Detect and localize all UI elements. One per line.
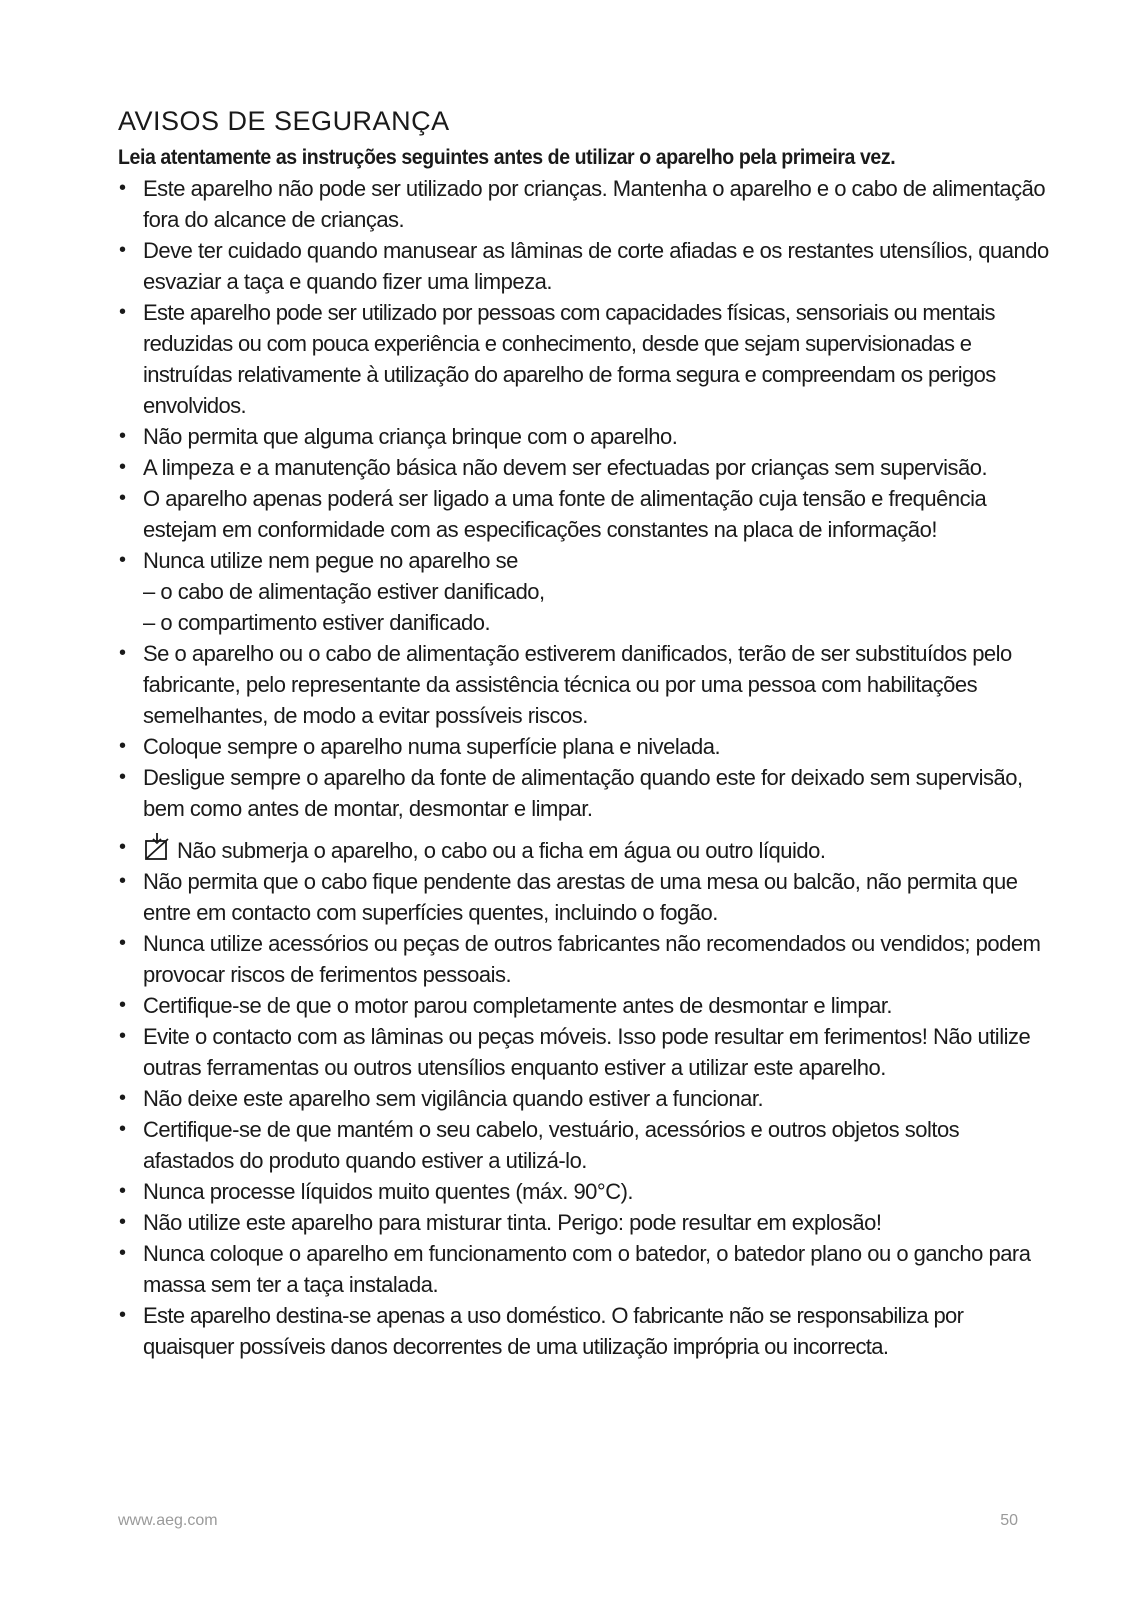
- bullet: •: [119, 1180, 126, 1202]
- do-not-immerse-icon: [143, 832, 173, 862]
- list-item: • Nunca utilize nem pegue no aparelho se – o cabo de alimentação estiver danificado, – o compartimento estiver danificado.: [118, 545, 1053, 638]
- list-item: • Não deixe este aparelho sem vigilância quando estiver a funcionar.: [118, 1083, 1053, 1114]
- list-item: • Se o aparelho ou o cabo de alimentação estiverem danificados, terão de ser substituídos pelo fabricante, pelo representante da assistência técnica ou por uma pessoa com habilitações semelhantes, de modo a evitar possíveis riscos.: [118, 638, 1053, 731]
- bullet: •: [119, 1025, 126, 1047]
- list-item: • Evite o contacto com as lâminas ou peças móveis. Isso pode resultar em ferimentos! Não utilize outras ferramentas ou outros utensílios enquanto estiver a utilizar este aparelho.: [118, 1021, 1053, 1083]
- bullet: •: [119, 994, 126, 1016]
- list-item: • Não utilize este aparelho para misturar tinta. Perigo: pode resultar em explosão!: [118, 1207, 1053, 1238]
- list-item: • Este aparelho pode ser utilizado por pessoas com capacidades físicas, sensoriais ou mentais reduzidas ou com pouca experiência e conhecimento, desde que sejam supervisionadas e instruídas relativamente à utilização do aparelho de forma segura e compreendam os perigos envolvidos.: [118, 297, 1053, 421]
- list-item: • Nunca coloque o aparelho em funcionamento com o batedor, o batedor plano ou o gancho para massa sem ter a taça instalada.: [118, 1238, 1053, 1300]
- bullet: •: [119, 932, 126, 954]
- list-item: • Certifique-se de que o motor parou completamente antes de desmontar e limpar.: [118, 990, 1053, 1021]
- list-item: • Não permita que alguma criança brinque com o aparelho.: [118, 421, 1053, 452]
- safety-list: [118, 173, 1053, 1362]
- footer-url: www.aeg.com: [118, 1512, 218, 1529]
- bullet: •: [119, 642, 126, 664]
- bullet: •: [119, 1087, 126, 1109]
- list-item: • Nunca processe líquidos muito quentes (máx. 90°C).: [118, 1176, 1053, 1207]
- bullet: •: [119, 1242, 126, 1264]
- bullet: •: [119, 1118, 126, 1140]
- page-number: 50: [1000, 1512, 1018, 1529]
- list-item: • Este aparelho destina-se apenas a uso doméstico. O fabricante não se responsabiliza por quaisquer possíveis danos decorrentes de uma utilização imprópria ou incorrecta.: [118, 1300, 1053, 1362]
- bullet: •: [119, 487, 126, 509]
- list-item: • O aparelho apenas poderá ser ligado a uma fonte de alimentação cuja tensão e frequência estejam em conformidade com as especificações constantes na placa de informação!: [118, 483, 1053, 545]
- bullet: •: [119, 239, 126, 261]
- bullet: •: [119, 177, 126, 199]
- sub-item: – o cabo de alimentação estiver danificado,: [143, 579, 545, 604]
- bullet: •: [119, 301, 126, 323]
- bullet: •: [119, 766, 126, 788]
- page-content: [118, 103, 1053, 1362]
- bullet: •: [119, 456, 126, 478]
- list-item: • Não permita que o cabo fique pendente das arestas de uma mesa ou balcão, não permita que entre em contacto com superfícies quentes, incluindo o fogão.: [118, 866, 1053, 928]
- bullet: •: [119, 735, 126, 757]
- intro-text: Leia atentamente as instruções seguintes antes de utilizar o aparelho pela primeira vez.: [118, 146, 896, 169]
- bullet: •: [119, 1211, 126, 1233]
- bullet: •: [119, 549, 126, 571]
- list-item: • Não submerja o aparelho, o cabo ou a ficha em água ou outro líquido.: [118, 832, 1053, 866]
- bullet: •: [119, 425, 126, 447]
- list-item: • A limpeza e a manutenção básica não devem ser efectuadas por crianças sem supervisão.: [118, 452, 1053, 483]
- bullet: •: [119, 836, 126, 858]
- list-item: • Certifique-se de que mantém o seu cabelo, vestuário, acessórios e outros objetos soltos afastados do produto quando estiver a utilizá-lo.: [118, 1114, 1053, 1176]
- bullet: •: [119, 1304, 126, 1326]
- list-item: • Este aparelho não pode ser utilizado por crianças. Mantenha o aparelho e o cabo de alimentação fora do alcance de crianças.: [118, 173, 1053, 235]
- list-item: • Nunca utilize acessórios ou peças de outros fabricantes não recomendados ou vendidos; podem provocar riscos de ferimentos pessoais.: [118, 928, 1053, 990]
- bullet: •: [119, 870, 126, 892]
- list-item: • Deve ter cuidado quando manusear as lâminas de corte afiadas e os restantes utensílios, quando esvaziar a taça e quando fizer uma limpeza.: [118, 235, 1053, 297]
- sub-item: – o compartimento estiver danificado.: [143, 610, 491, 635]
- list-item: • Desligue sempre o aparelho da fonte de alimentação quando este for deixado sem supervisão, bem como antes de montar, desmontar e limpar.: [118, 762, 1053, 824]
- page-title: AVISOS DE SEGURANÇA: [118, 106, 450, 136]
- list-item: • Coloque sempre o aparelho numa superfície plana e nivelada.: [118, 731, 1053, 762]
